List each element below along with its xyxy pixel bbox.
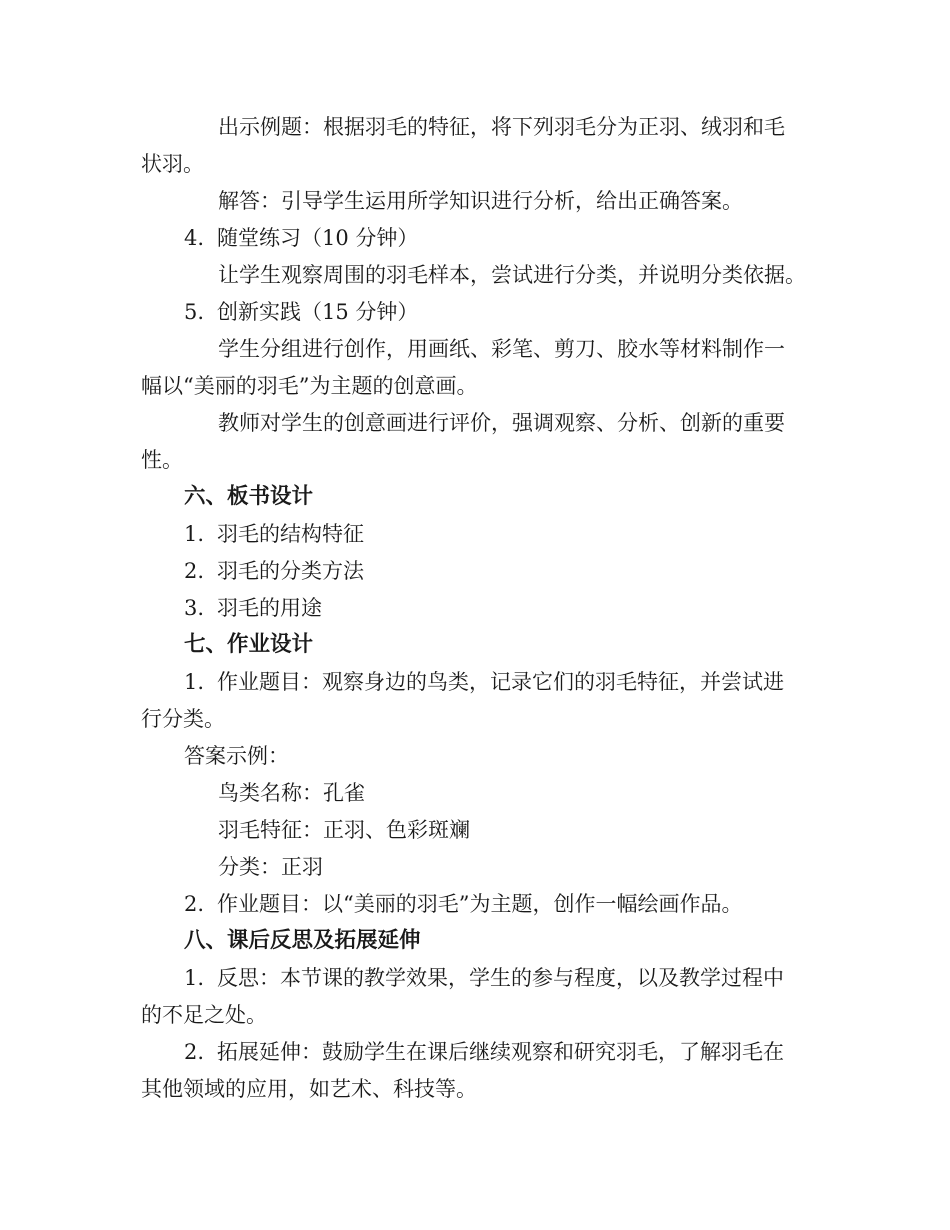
step4-title: 随堂练习（10 分钟） — [217, 226, 419, 250]
reflection-line1 — [184, 964, 784, 992]
extension-number: 2. — [184, 1040, 205, 1064]
homework2-text: 作业题目：以“美丽的羽毛”为主题，创作一幅绘画作品。 — [217, 892, 743, 916]
step5-heading — [184, 298, 418, 326]
section6-item — [184, 520, 364, 548]
step4-heading — [184, 224, 418, 252]
section6-item-text: 羽毛的用途 — [217, 596, 322, 620]
homework2-number: 2. — [184, 892, 205, 916]
example-answer-line: 羽毛特征：正羽、色彩斑斓 — [218, 818, 470, 842]
section6-item-number: 2. — [184, 559, 205, 583]
step5-body-line1: 学生分组进行创作，用画纸、彩笔、剪刀、胶水等材料制作一 — [218, 337, 785, 361]
example-answer-label: 答案示例： — [184, 744, 289, 768]
section6-item — [184, 557, 364, 585]
section6-heading: 六、板书设计 — [184, 484, 314, 509]
step5-body-line2: 幅以“美丽的羽毛”为主题的创意画。 — [141, 374, 478, 398]
example-answer-line: 鸟类名称：孔雀 — [218, 781, 365, 805]
homework1-number: 1. — [184, 670, 205, 694]
step5-number: 5. — [184, 300, 205, 324]
extension-text: 拓展延伸：鼓励学生在课后继续观察和研究羽毛，了解羽毛在 — [217, 1040, 784, 1064]
example-question-line2: 状羽。 — [141, 152, 204, 176]
section6-item-number: 3. — [184, 596, 205, 620]
extension-line2: 其他领域的应用，如艺术、科技等。 — [141, 1077, 477, 1101]
step4-number: 4. — [184, 226, 205, 250]
extension-line1 — [184, 1038, 784, 1066]
homework1-line2: 行分类。 — [141, 707, 225, 731]
step4-body: 让学生观察周围的羽毛样本，尝试进行分类，并说明分类依据。 — [218, 263, 806, 287]
homework1-text: 作业题目：观察身边的鸟类，记录它们的羽毛特征，并尝试进 — [217, 670, 784, 694]
homework1-line1 — [184, 668, 784, 696]
section8-heading: 八、课后反思及拓展延伸 — [184, 928, 421, 953]
reflection-line2: 的不足之处。 — [141, 1003, 267, 1027]
homework2-line — [184, 890, 742, 918]
example-answer-line: 分类：正羽 — [218, 855, 323, 879]
step5-title: 创新实践（15 分钟） — [217, 300, 419, 324]
reflection-number: 1. — [184, 966, 205, 990]
section6-item-number: 1. — [184, 522, 205, 546]
example-question-line1: 出示例题：根据羽毛的特征，将下列羽毛分为正羽、绒羽和毛 — [218, 115, 785, 139]
section7-heading: 七、作业设计 — [184, 632, 314, 657]
step5-eval-line2: 性。 — [141, 448, 183, 472]
section6-item-text: 羽毛的结构特征 — [217, 522, 364, 546]
section6-item — [184, 594, 322, 622]
answer-line: 解答：引导学生运用所学知识进行分析，给出正确答案。 — [218, 189, 743, 213]
reflection-text: 反思：本节课的教学效果，学生的参与程度，以及教学过程中 — [217, 966, 784, 990]
section6-item-text: 羽毛的分类方法 — [217, 559, 364, 583]
step5-eval-line1: 教师对学生的创意画进行评价，强调观察、分析、创新的重要 — [218, 411, 785, 435]
